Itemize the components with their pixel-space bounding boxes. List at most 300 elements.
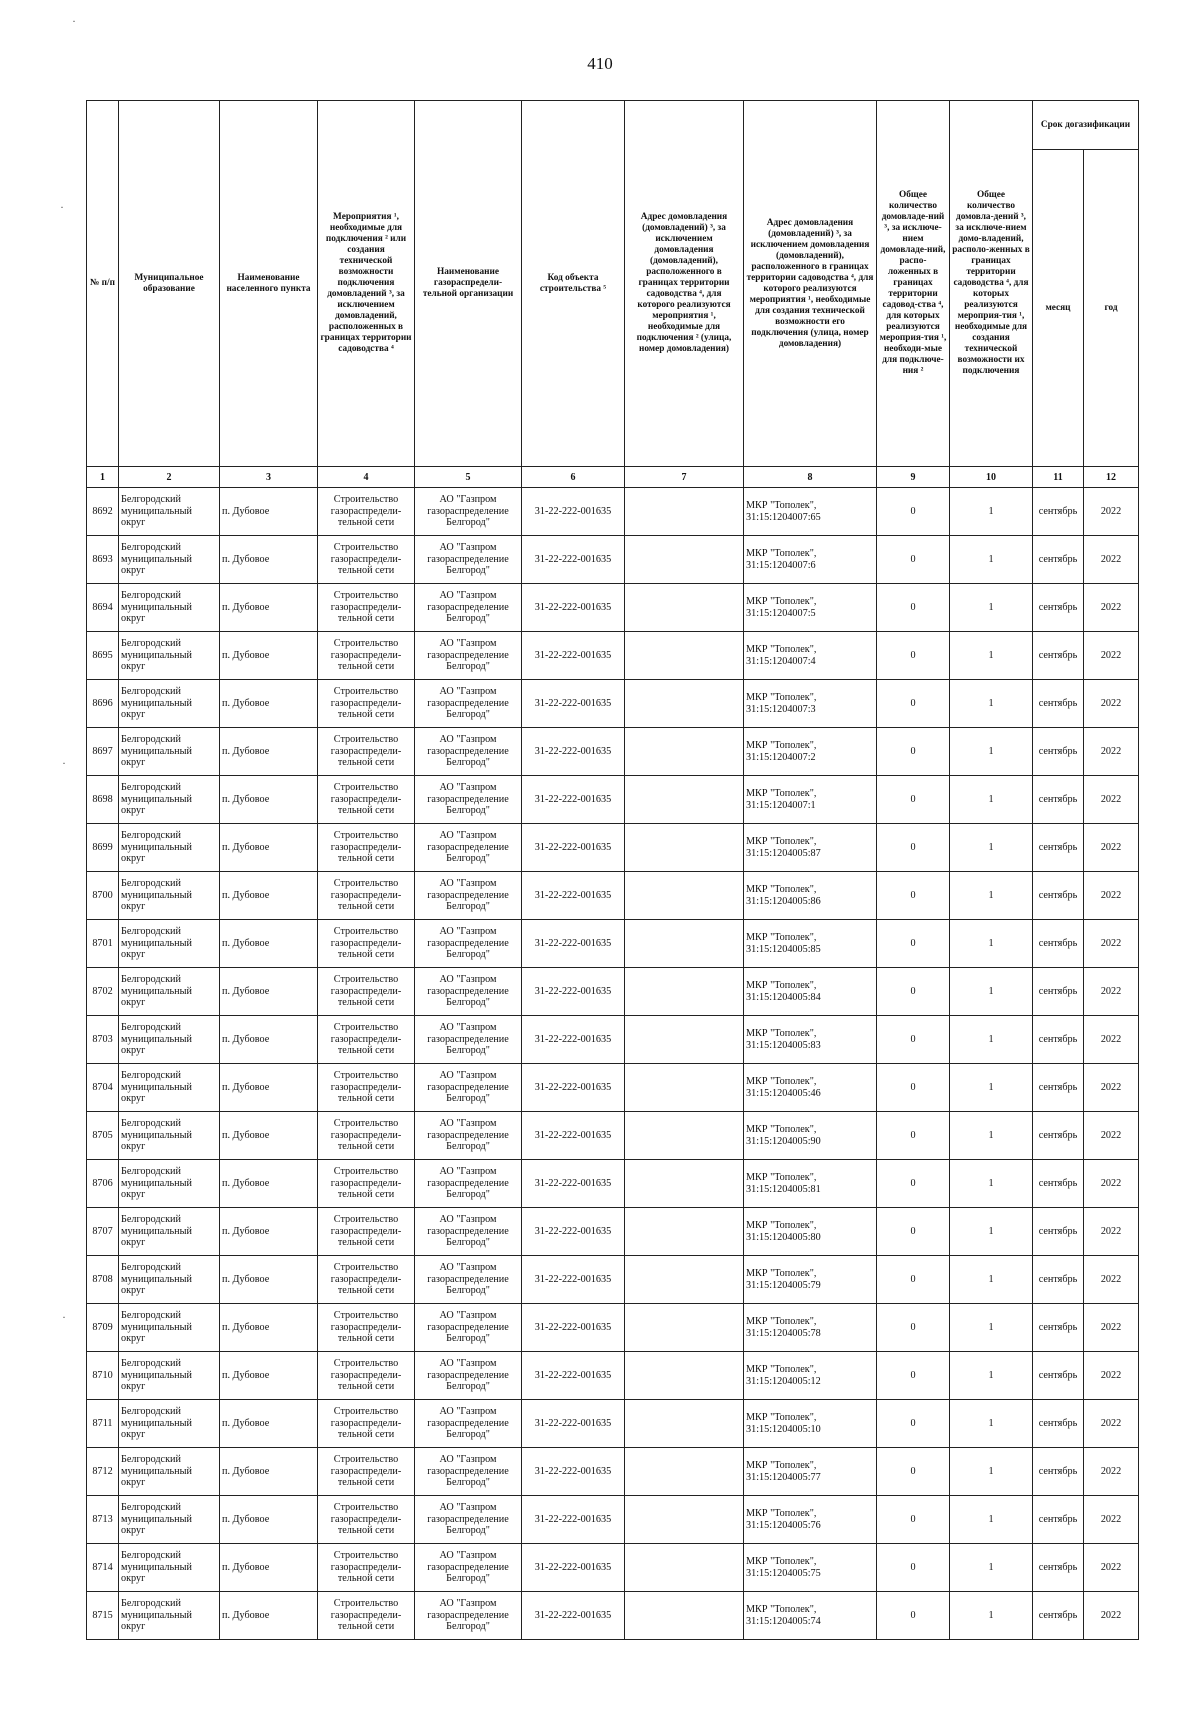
year-cell: 2022 xyxy=(1084,680,1139,728)
count-connection-cell: 0 xyxy=(877,1592,950,1640)
month-cell: сентябрь xyxy=(1033,1208,1084,1256)
organization-cell: АО "Газпром газораспределение Белгород" xyxy=(415,1496,522,1544)
address-capability-cell: МКР "Тополек", 31:15:1204007:5 xyxy=(744,584,877,632)
column-number: 5 xyxy=(415,467,522,488)
municipality-cell: Белгородский муниципальный округ xyxy=(119,584,220,632)
count-capability-cell: 1 xyxy=(950,1112,1033,1160)
year-cell: 2022 xyxy=(1084,1544,1139,1592)
organization-cell: АО "Газпром газораспределение Белгород" xyxy=(415,488,522,536)
count-connection-cell: 0 xyxy=(877,872,950,920)
address-capability-cell: МКР "Тополек", 31:15:1204005:74 xyxy=(744,1592,877,1640)
address-connection-cell xyxy=(625,536,744,584)
month-cell: сентябрь xyxy=(1033,1448,1084,1496)
year-cell: 2022 xyxy=(1084,1592,1139,1640)
measures-cell: Строительство газораспредели- тельной сети xyxy=(318,1256,415,1304)
locality-cell: п. Дубовое xyxy=(220,536,318,584)
count-connection-cell: 0 xyxy=(877,1400,950,1448)
table-row xyxy=(87,776,1139,824)
address-connection-cell xyxy=(625,1448,744,1496)
address-connection-cell xyxy=(625,632,744,680)
count-capability-cell: 1 xyxy=(950,1064,1033,1112)
measures-cell: Строительство газораспредели- тельной сети xyxy=(318,1400,415,1448)
address-connection-cell xyxy=(625,1160,744,1208)
count-capability-cell: 1 xyxy=(950,1016,1033,1064)
locality-cell: п. Дубовое xyxy=(220,968,318,1016)
address-capability-cell: МКР "Тополек", 31:15:1204007:1 xyxy=(744,776,877,824)
count-capability-cell: 1 xyxy=(950,584,1033,632)
row-number: 8699 xyxy=(87,824,119,872)
year-cell: 2022 xyxy=(1084,920,1139,968)
table-row xyxy=(87,632,1139,680)
row-number: 8710 xyxy=(87,1352,119,1400)
object-code-cell: 31-22-222-001635 xyxy=(522,1064,625,1112)
row-number: 8706 xyxy=(87,1160,119,1208)
address-capability-cell: МКР "Тополек", 31:15:1204005:86 xyxy=(744,872,877,920)
count-connection-cell: 0 xyxy=(877,1496,950,1544)
row-number: 8693 xyxy=(87,536,119,584)
month-cell: сентябрь xyxy=(1033,632,1084,680)
measures-cell: Строительство газораспредели- тельной сети xyxy=(318,968,415,1016)
organization-cell: АО "Газпром газораспределение Белгород" xyxy=(415,1112,522,1160)
count-connection-cell: 0 xyxy=(877,968,950,1016)
address-capability-cell: МКР "Тополек", 31:15:1204005:79 xyxy=(744,1256,877,1304)
count-connection-cell: 0 xyxy=(877,920,950,968)
month-cell: сентябрь xyxy=(1033,920,1084,968)
month-cell: сентябрь xyxy=(1033,1304,1084,1352)
header-col-locality: Наименование населенного пункта xyxy=(220,101,318,467)
gasification-table xyxy=(86,100,1139,1640)
object-code-cell: 31-22-222-001635 xyxy=(522,824,625,872)
column-number: 6 xyxy=(522,467,625,488)
organization-cell: АО "Газпром газораспределение Белгород" xyxy=(415,920,522,968)
count-capability-cell: 1 xyxy=(950,632,1033,680)
month-cell: сентябрь xyxy=(1033,728,1084,776)
column-numbers-row xyxy=(87,467,1139,488)
count-connection-cell: 0 xyxy=(877,1208,950,1256)
address-capability-cell: МКР "Тополек", 31:15:1204005:85 xyxy=(744,920,877,968)
locality-cell: п. Дубовое xyxy=(220,584,318,632)
address-connection-cell xyxy=(625,680,744,728)
address-capability-cell: МКР "Тополек", 31:15:1204005:77 xyxy=(744,1448,877,1496)
year-cell: 2022 xyxy=(1084,968,1139,1016)
organization-cell: АО "Газпром газораспределение Белгород" xyxy=(415,872,522,920)
header-col-year: год xyxy=(1084,150,1139,467)
address-capability-cell: МКР "Тополек", 31:15:1204007:3 xyxy=(744,680,877,728)
municipality-cell: Белгородский муниципальный округ xyxy=(119,1400,220,1448)
measures-cell: Строительство газораспредели- тельной сети xyxy=(318,1448,415,1496)
month-cell: сентябрь xyxy=(1033,1064,1084,1112)
object-code-cell: 31-22-222-001635 xyxy=(522,680,625,728)
year-cell: 2022 xyxy=(1084,584,1139,632)
object-code-cell: 31-22-222-001635 xyxy=(522,728,625,776)
measures-cell: Строительство газораспредели- тельной сети xyxy=(318,536,415,584)
year-cell: 2022 xyxy=(1084,1016,1139,1064)
locality-cell: п. Дубовое xyxy=(220,728,318,776)
locality-cell: п. Дубовое xyxy=(220,1256,318,1304)
measures-cell: Строительство газораспредели- тельной сети xyxy=(318,488,415,536)
object-code-cell: 31-22-222-001635 xyxy=(522,1160,625,1208)
organization-cell: АО "Газпром газораспределение Белгород" xyxy=(415,1304,522,1352)
scan-mark: · xyxy=(62,1310,66,1324)
count-capability-cell: 1 xyxy=(950,1304,1033,1352)
year-cell: 2022 xyxy=(1084,1496,1139,1544)
organization-cell: АО "Газпром газораспределение Белгород" xyxy=(415,824,522,872)
count-connection-cell: 0 xyxy=(877,680,950,728)
scan-mark: · xyxy=(60,200,64,214)
object-code-cell: 31-22-222-001635 xyxy=(522,1112,625,1160)
address-connection-cell xyxy=(625,584,744,632)
measures-cell: Строительство газораспредели- тельной сети xyxy=(318,1352,415,1400)
address-connection-cell xyxy=(625,920,744,968)
column-number: 2 xyxy=(119,467,220,488)
table-row xyxy=(87,1064,1139,1112)
count-capability-cell: 1 xyxy=(950,824,1033,872)
header-col-address-capability: Адрес домовладения (домовладений) ³, за исключением домовладения (домовладений), расположенного в границах территории садоводства ⁴, для которого реализуются мероприятия ¹, необходимые для создания технической возможности его подключения (улица, номер домовладения) xyxy=(744,101,877,467)
organization-cell: АО "Газпром газораспределение Белгород" xyxy=(415,968,522,1016)
organization-cell: АО "Газпром газораспределение Белгород" xyxy=(415,1256,522,1304)
count-capability-cell: 1 xyxy=(950,680,1033,728)
table-body xyxy=(87,488,1139,1640)
table-row xyxy=(87,1496,1139,1544)
count-capability-cell: 1 xyxy=(950,1400,1033,1448)
object-code-cell: 31-22-222-001635 xyxy=(522,1256,625,1304)
row-number: 8709 xyxy=(87,1304,119,1352)
address-capability-cell: МКР "Тополек", 31:15:1204005:46 xyxy=(744,1064,877,1112)
locality-cell: п. Дубовое xyxy=(220,680,318,728)
year-cell: 2022 xyxy=(1084,1064,1139,1112)
year-cell: 2022 xyxy=(1084,872,1139,920)
table-row xyxy=(87,1304,1139,1352)
row-number: 8711 xyxy=(87,1400,119,1448)
address-connection-cell xyxy=(625,1544,744,1592)
row-number: 8696 xyxy=(87,680,119,728)
organization-cell: АО "Газпром газораспределение Белгород" xyxy=(415,1016,522,1064)
table-row xyxy=(87,728,1139,776)
count-connection-cell: 0 xyxy=(877,776,950,824)
column-number: 7 xyxy=(625,467,744,488)
locality-cell: п. Дубовое xyxy=(220,488,318,536)
year-cell: 2022 xyxy=(1084,776,1139,824)
measures-cell: Строительство газораспредели- тельной сети xyxy=(318,632,415,680)
table-row xyxy=(87,1544,1139,1592)
address-capability-cell: МКР "Тополек", 31:15:1204007:4 xyxy=(744,632,877,680)
measures-cell: Строительство газораспредели- тельной сети xyxy=(318,1496,415,1544)
measures-cell: Строительство газораспредели- тельной сети xyxy=(318,1304,415,1352)
municipality-cell: Белгородский муниципальный округ xyxy=(119,680,220,728)
table-row xyxy=(87,584,1139,632)
measures-cell: Строительство газораспредели- тельной сети xyxy=(318,1016,415,1064)
count-connection-cell: 0 xyxy=(877,1160,950,1208)
table-row xyxy=(87,1592,1139,1640)
municipality-cell: Белгородский муниципальный округ xyxy=(119,632,220,680)
table-row xyxy=(87,920,1139,968)
municipality-cell: Белгородский муниципальный округ xyxy=(119,1016,220,1064)
table-row xyxy=(87,1016,1139,1064)
year-cell: 2022 xyxy=(1084,1400,1139,1448)
column-number: 9 xyxy=(877,467,950,488)
count-connection-cell: 0 xyxy=(877,584,950,632)
locality-cell: п. Дубовое xyxy=(220,1448,318,1496)
year-cell: 2022 xyxy=(1084,728,1139,776)
organization-cell: АО "Газпром газораспределение Белгород" xyxy=(415,1544,522,1592)
count-connection-cell: 0 xyxy=(877,1112,950,1160)
address-capability-cell: МКР "Тополек", 31:15:1204005:12 xyxy=(744,1352,877,1400)
count-capability-cell: 1 xyxy=(950,920,1033,968)
address-capability-cell: МКР "Тополек", 31:15:1204005:87 xyxy=(744,824,877,872)
month-cell: сентябрь xyxy=(1033,1496,1084,1544)
count-capability-cell: 1 xyxy=(950,1496,1033,1544)
municipality-cell: Белгородский муниципальный округ xyxy=(119,1208,220,1256)
address-connection-cell xyxy=(625,1256,744,1304)
year-cell: 2022 xyxy=(1084,488,1139,536)
organization-cell: АО "Газпром газораспределение Белгород" xyxy=(415,776,522,824)
address-connection-cell xyxy=(625,824,744,872)
count-capability-cell: 1 xyxy=(950,728,1033,776)
row-number: 8702 xyxy=(87,968,119,1016)
header-col-municipality: Муниципальное образование xyxy=(119,101,220,467)
municipality-cell: Белгородский муниципальный округ xyxy=(119,728,220,776)
table-row xyxy=(87,968,1139,1016)
municipality-cell: Белгородский муниципальный округ xyxy=(119,776,220,824)
year-cell: 2022 xyxy=(1084,1352,1139,1400)
address-connection-cell xyxy=(625,776,744,824)
month-cell: сентябрь xyxy=(1033,584,1084,632)
measures-cell: Строительство газораспредели- тельной сети xyxy=(318,872,415,920)
municipality-cell: Белгородский муниципальный округ xyxy=(119,1160,220,1208)
year-cell: 2022 xyxy=(1084,1160,1139,1208)
month-cell: сентябрь xyxy=(1033,1544,1084,1592)
municipality-cell: Белгородский муниципальный округ xyxy=(119,1592,220,1640)
month-cell: сентябрь xyxy=(1033,776,1084,824)
address-capability-cell: МКР "Тополек", 31:15:1204007:65 xyxy=(744,488,877,536)
month-cell: сентябрь xyxy=(1033,680,1084,728)
row-number: 8714 xyxy=(87,1544,119,1592)
row-number: 8713 xyxy=(87,1496,119,1544)
month-cell: сентябрь xyxy=(1033,1112,1084,1160)
row-number: 8704 xyxy=(87,1064,119,1112)
locality-cell: п. Дубовое xyxy=(220,1112,318,1160)
header-col-number: № п/п xyxy=(87,101,119,467)
count-connection-cell: 0 xyxy=(877,728,950,776)
count-capability-cell: 1 xyxy=(950,776,1033,824)
object-code-cell: 31-22-222-001635 xyxy=(522,1016,625,1064)
year-cell: 2022 xyxy=(1084,1256,1139,1304)
locality-cell: п. Дубовое xyxy=(220,1592,318,1640)
month-cell: сентябрь xyxy=(1033,1256,1084,1304)
address-capability-cell: МКР "Тополек", 31:15:1204005:80 xyxy=(744,1208,877,1256)
column-number: 8 xyxy=(744,467,877,488)
year-cell: 2022 xyxy=(1084,1112,1139,1160)
column-number: 3 xyxy=(220,467,318,488)
locality-cell: п. Дубовое xyxy=(220,1160,318,1208)
address-capability-cell: МКР "Тополек", 31:15:1204005:83 xyxy=(744,1016,877,1064)
measures-cell: Строительство газораспредели- тельной сети xyxy=(318,1064,415,1112)
header-col-object-code: Код объекта строительства ⁵ xyxy=(522,101,625,467)
municipality-cell: Белгородский муниципальный округ xyxy=(119,536,220,584)
municipality-cell: Белгородский муниципальный округ xyxy=(119,1304,220,1352)
object-code-cell: 31-22-222-001635 xyxy=(522,1496,625,1544)
month-cell: сентябрь xyxy=(1033,968,1084,1016)
locality-cell: п. Дубовое xyxy=(220,1208,318,1256)
address-capability-cell: МКР "Тополек", 31:15:1204005:81 xyxy=(744,1160,877,1208)
table-row xyxy=(87,1112,1139,1160)
measures-cell: Строительство газораспредели- тельной сети xyxy=(318,776,415,824)
table-row xyxy=(87,1448,1139,1496)
count-connection-cell: 0 xyxy=(877,1448,950,1496)
municipality-cell: Белгородский муниципальный округ xyxy=(119,1496,220,1544)
address-capability-cell: МКР "Тополек", 31:15:1204005:75 xyxy=(744,1544,877,1592)
object-code-cell: 31-22-222-001635 xyxy=(522,632,625,680)
year-cell: 2022 xyxy=(1084,632,1139,680)
organization-cell: АО "Газпром газораспределение Белгород" xyxy=(415,1160,522,1208)
table-row xyxy=(87,1256,1139,1304)
month-cell: сентябрь xyxy=(1033,1160,1084,1208)
count-capability-cell: 1 xyxy=(950,1448,1033,1496)
measures-cell: Строительство газораспредели- тельной сети xyxy=(318,920,415,968)
municipality-cell: Белгородский муниципальный округ xyxy=(119,824,220,872)
row-number: 8697 xyxy=(87,728,119,776)
measures-cell: Строительство газораспредели- тельной сети xyxy=(318,1544,415,1592)
count-connection-cell: 0 xyxy=(877,1352,950,1400)
measures-cell: Строительство газораспредели- тельной сети xyxy=(318,1112,415,1160)
locality-cell: п. Дубовое xyxy=(220,776,318,824)
address-capability-cell: МКР "Тополек", 31:15:1204005:84 xyxy=(744,968,877,1016)
month-cell: сентябрь xyxy=(1033,1592,1084,1640)
row-number: 8700 xyxy=(87,872,119,920)
count-capability-cell: 1 xyxy=(950,488,1033,536)
locality-cell: п. Дубовое xyxy=(220,872,318,920)
table-row xyxy=(87,824,1139,872)
address-connection-cell xyxy=(625,968,744,1016)
count-capability-cell: 1 xyxy=(950,1256,1033,1304)
address-connection-cell xyxy=(625,1496,744,1544)
count-capability-cell: 1 xyxy=(950,536,1033,584)
object-code-cell: 31-22-222-001635 xyxy=(522,776,625,824)
object-code-cell: 31-22-222-001635 xyxy=(522,1400,625,1448)
measures-cell: Строительство газораспредели- тельной сети xyxy=(318,1160,415,1208)
address-capability-cell: МКР "Тополек", 31:15:1204007:6 xyxy=(744,536,877,584)
count-connection-cell: 0 xyxy=(877,488,950,536)
object-code-cell: 31-22-222-001635 xyxy=(522,584,625,632)
organization-cell: АО "Газпром газораспределение Белгород" xyxy=(415,1352,522,1400)
address-connection-cell xyxy=(625,872,744,920)
address-connection-cell xyxy=(625,1208,744,1256)
month-cell: сентябрь xyxy=(1033,1016,1084,1064)
count-connection-cell: 0 xyxy=(877,824,950,872)
table-row xyxy=(87,536,1139,584)
organization-cell: АО "Газпром газораспределение Белгород" xyxy=(415,680,522,728)
row-number: 8701 xyxy=(87,920,119,968)
table-row xyxy=(87,872,1139,920)
header-col-count-capability: Общее количество домовла-дений ³, за исключе-нием домо-владений, располо-женных в границах территории садоводства ⁴, для которых реализуются мероприя-тия ¹, необходимые для создания технической возможности их подключения xyxy=(950,101,1033,467)
measures-cell: Строительство газораспредели- тельной сети xyxy=(318,584,415,632)
count-capability-cell: 1 xyxy=(950,1544,1033,1592)
header-col-measures: Мероприятия ¹, необходимые для подключения ² или создания технической возможности подключения домовладений ³, за исключением домовладений, расположенных в границах территории садоводства ⁴ xyxy=(318,101,415,467)
organization-cell: АО "Газпром газораспределение Белгород" xyxy=(415,1400,522,1448)
year-cell: 2022 xyxy=(1084,1208,1139,1256)
locality-cell: п. Дубовое xyxy=(220,1016,318,1064)
row-number: 8705 xyxy=(87,1112,119,1160)
municipality-cell: Белгородский муниципальный округ xyxy=(119,1544,220,1592)
measures-cell: Строительство газораспредели- тельной сети xyxy=(318,728,415,776)
object-code-cell: 31-22-222-001635 xyxy=(522,920,625,968)
column-number: 4 xyxy=(318,467,415,488)
address-connection-cell xyxy=(625,1400,744,1448)
scan-mark: · xyxy=(72,14,76,28)
table-row xyxy=(87,680,1139,728)
row-number: 8707 xyxy=(87,1208,119,1256)
address-capability-cell: МКР "Тополек", 31:15:1204005:78 xyxy=(744,1304,877,1352)
address-connection-cell xyxy=(625,728,744,776)
month-cell: сентябрь xyxy=(1033,488,1084,536)
month-cell: сентябрь xyxy=(1033,824,1084,872)
locality-cell: п. Дубовое xyxy=(220,632,318,680)
year-cell: 2022 xyxy=(1084,536,1139,584)
table-row xyxy=(87,1160,1139,1208)
organization-cell: АО "Газпром газораспределение Белгород" xyxy=(415,1208,522,1256)
table-row xyxy=(87,1400,1139,1448)
object-code-cell: 31-22-222-001635 xyxy=(522,872,625,920)
row-number: 8703 xyxy=(87,1016,119,1064)
year-cell: 2022 xyxy=(1084,824,1139,872)
municipality-cell: Белгородский муниципальный округ xyxy=(119,1352,220,1400)
object-code-cell: 31-22-222-001635 xyxy=(522,488,625,536)
measures-cell: Строительство газораспредели- тельной сети xyxy=(318,680,415,728)
object-code-cell: 31-22-222-001635 xyxy=(522,1592,625,1640)
year-cell: 2022 xyxy=(1084,1304,1139,1352)
column-number: 1 xyxy=(87,467,119,488)
month-cell: сентябрь xyxy=(1033,872,1084,920)
header-col-address-connection: Адрес домовладения (домовладений) ³, за исключением домовладения (домовладений), расположенного в границах территории садоводства ⁴, для которого реализуются мероприятия ¹, необходимые для подключения ² (улица, номер домовладения) xyxy=(625,101,744,467)
row-number: 8708 xyxy=(87,1256,119,1304)
address-capability-cell: МКР "Тополек", 31:15:1204007:2 xyxy=(744,728,877,776)
column-number: 12 xyxy=(1084,467,1139,488)
count-capability-cell: 1 xyxy=(950,1160,1033,1208)
locality-cell: п. Дубовое xyxy=(220,824,318,872)
count-capability-cell: 1 xyxy=(950,872,1033,920)
row-number: 8712 xyxy=(87,1448,119,1496)
column-number: 11 xyxy=(1033,467,1084,488)
month-cell: сентябрь xyxy=(1033,1400,1084,1448)
address-connection-cell xyxy=(625,1352,744,1400)
address-capability-cell: МКР "Тополек", 31:15:1204005:90 xyxy=(744,1112,877,1160)
municipality-cell: Белгородский муниципальный округ xyxy=(119,1448,220,1496)
address-connection-cell xyxy=(625,488,744,536)
object-code-cell: 31-22-222-001635 xyxy=(522,536,625,584)
count-capability-cell: 1 xyxy=(950,1592,1033,1640)
municipality-cell: Белгородский муниципальный округ xyxy=(119,968,220,1016)
table-row xyxy=(87,488,1139,536)
page-number: 410 xyxy=(587,54,613,73)
address-capability-cell: МКР "Тополек", 31:15:1204005:76 xyxy=(744,1496,877,1544)
object-code-cell: 31-22-222-001635 xyxy=(522,1304,625,1352)
object-code-cell: 31-22-222-001635 xyxy=(522,1448,625,1496)
measures-cell: Строительство газораспредели- тельной сети xyxy=(318,1208,415,1256)
header-col-organization: Наименование газораспредели-тельной организации xyxy=(415,101,522,467)
scan-mark: · xyxy=(62,756,66,770)
object-code-cell: 31-22-222-001635 xyxy=(522,1544,625,1592)
municipality-cell: Белгородский муниципальный округ xyxy=(119,1064,220,1112)
count-capability-cell: 1 xyxy=(950,968,1033,1016)
municipality-cell: Белгородский муниципальный округ xyxy=(119,488,220,536)
municipality-cell: Белгородский муниципальный округ xyxy=(119,1256,220,1304)
address-connection-cell xyxy=(625,1112,744,1160)
object-code-cell: 31-22-222-001635 xyxy=(522,968,625,1016)
count-connection-cell: 0 xyxy=(877,536,950,584)
locality-cell: п. Дубовое xyxy=(220,920,318,968)
measures-cell: Строительство газораспредели- тельной сети xyxy=(318,824,415,872)
count-connection-cell: 0 xyxy=(877,1016,950,1064)
